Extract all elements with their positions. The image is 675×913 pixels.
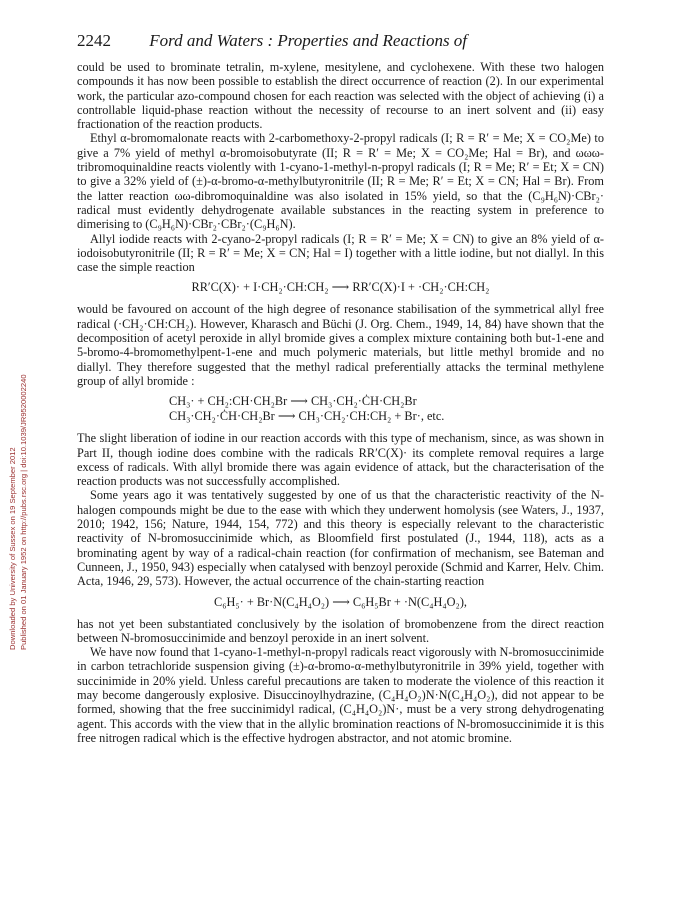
page-number: 2242 <box>77 31 111 50</box>
downloaded-notice: Downloaded by University of Sussex on 19 September 2012 <box>8 447 17 650</box>
paragraph-7: has not yet been substantiated conclusively by the isolation of bromobenzene from the direct reaction between N-bromosuccinimide and benzoyl peroxide in an inert solvent. <box>77 616 604 645</box>
download-watermark <box>0 210 40 650</box>
published-notice: Published on 01 January 1952 on http://pubs.rsc.org | doi:10.1039/JR9520002240 <box>19 374 28 650</box>
paragraph-8: We have now found that 1-cyano-1-methyl-n-propyl radicals react vigorously with N-bromosuccinimide in carbon tetrachloride suspension giving (±)-α-bromo-α-methylbutyronitrile in 39% yield, together with succinimide in 20% yield. Unless careful precautions are taken to moderate the violence of this reaction it may become dangerously explosive. Disuccinoylhydrazine, (C₄H₄O₂)N·N(C₄H₄O₂), did not appear to be formed, showing that the free succinimidyl radical, (C₄H₄O₂)N·, must be a very strong dehydrogenating agent. This accords with the view that in the allylic bromination reactions of N-bromosuccinimide it is this free nitrogen radical which is the effective hydrogen abstractor, and not atomic bromine. <box>77 645 604 745</box>
paragraph-2: Ethyl α-bromomalonate reacts with 2-carbomethoxy-2-propyl radicals (I; R = R′ = Me; X = CO₂Me) to give a 7% yield of methyl α-bromoisobutyrate (II; R = R′ = Me; X = CO₂Me; Hal = Br), and ωωω-tribromoquinaldine reacts violently with 1-cyano-1-methyl-n-propyl radicals (I; R = Me; R′ = Et; X = CN) to give a 32% yield of (±)-α-bromo-α-methylbutyronitrile (II; R = Me; R′ = Et; X = CN; Hal = Br). From the latter reaction ωω-dibromoquinaldine was also isolated in 15% yield, so that the (C₉H₆N)·CBr₂· radical must evidently dehydrogenate available substances in the reacting system in preference to dimerising to (C₉H₆N)·CBr₂·CBr₂·(C₉H₆N). <box>77 131 604 232</box>
equation-step-2: CH₃·CH₂·ĊH·CH₂Br ⟶ CH₃·CH₂·CH:CH₂ + Br·, etc. <box>169 409 445 424</box>
paragraph-4: would be favoured on account of the high degree of resonance stabilisation of the symmetrical allyl free radical (·CH₂·CH:CH₂). However, Kharasch and Büchi (J. Org. Chem., 1949, 14, 84) have shown that the decomposition of acetyl peroxide in allyl bromide gives a complex mixture containing both but-1-ene and 5-bromo-4-bromomethylpent-1-ene and much polymeric materials, but little methyl bromide and no diallyl. They therefore suggested that the methyl radical preferentially attacks the terminal methylene group of allyl bromide : <box>77 302 604 388</box>
equation-chain-start: C₆H₅· + Br·N(C₄H₄O₂) ⟶ C₆H₅Br + ·N(C₄H₄O₂), <box>214 594 467 609</box>
equation-allyl-iodide: RR′C(X)· + I·CH₂·CH:CH₂ ⟶ RR′C(X)·I + ·CH₂·CH:CH₂ <box>191 280 490 295</box>
equation-allyl-bromide <box>169 394 604 424</box>
paragraph-5: The slight liberation of iodine in our reaction accords with this type of mechanism, since, as was shown in Part II, though iodine does combine with the radicals RR′C(X)· its complete removal requires a large excess of radicals. With allyl bromide there was again evidence of attack, but the characterisation of the reaction products was not successfully accomplished. <box>77 431 604 489</box>
equation-step-1: CH₃· + CH₂:CH·CH₂Br ⟶ CH₃·CH₂·ĊH·CH₂Br <box>169 394 417 409</box>
page-header <box>77 30 597 52</box>
article-body <box>77 60 604 745</box>
running-title: Ford and Waters : Properties and Reactions of <box>149 31 468 50</box>
paragraph-3: Allyl iodide reacts with 2-cyano-2-propyl radicals (I; R = R′ = Me; X = CN) to give an 8% yield of α-iodoisobutyronitrile (II; R = R′ = Me; X = CN; Hal = I) together with a little iodine, but not diallyl. In this case the simple reaction <box>77 231 604 275</box>
paragraph-6: Some years ago it was tentatively suggested by one of us that the characteristic reactivity of the N-halogen compounds might be due to the ease with which they underwent homolysis (see Waters, J., 1937, 2010; 1942, 156; Nature, 1944, 154, 772) and this theory is especially relevant to the characteristic reactivity of N-bromosuccinimide which, as Bloomfield first postulated (J., 1944, 118), acts as a brominating agent by way of a radical-chain reaction (for confirmation of mechanism, see Bateman and Cunneen, J., 1950, 943) especially when catalysed with benzoyl peroxide (Schmid and Karrer, Helv. Chim. Acta, 1946, 29, 573). However, the actual occurrence of the chain-starting reaction <box>77 488 604 589</box>
paragraph-1: could be used to brominate tetralin, m-xylene, mesitylene, and cyclohexene. With these two halogen compounds it has now been possible to establish the direct occurrence of reaction (2). In our experimental work, the particular azo-compound chosen for each reaction was selected with the object of achieving (i) a controllable liquid-phase reaction without the necessity of recourse to an inert solvent and (ii) easy fractionation of the reaction products. <box>77 60 604 132</box>
